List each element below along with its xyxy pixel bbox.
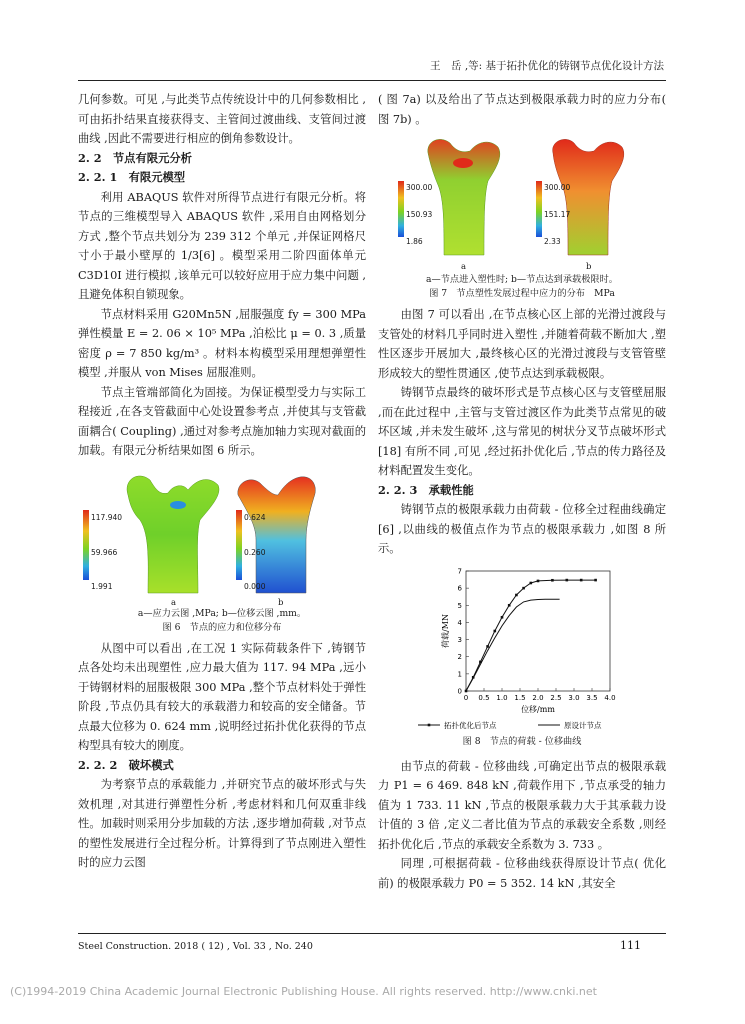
paragraph: 从图中可以看出 ,在工况 1 实际荷载条件下 ,铸钢节点各处均未出现塑性 ,应力最大值为 117. 94 MPa ,远小于铸钢材料的屈服极限 300 MPa ,整个节点材料处于弹性阶段 ,节点仍具有较大的承载潜力和较高的安全储备。节点最大位移为 0. 624 mm ,说明经过拓扑优化获得的节点构型具有较大的刚度。 xyxy=(78,641,366,752)
y-tick-label: 1 xyxy=(457,669,462,678)
subsection-heading: 2. 2. 1 有限元模型 xyxy=(78,170,186,184)
legend-value: 0.624 xyxy=(244,512,266,522)
node-model-a xyxy=(127,475,219,592)
paragraph: 为考察节点的承载能力 ,并研究节点的破坏形式与失效机理 ,对其进行弹塑性分析 ,考虑材料和几何双重非线性。加载时则采用分步加载的方法 ,逐步增加荷载 ,对节点的塑性发展进行全过程分析。计算得到了节点刚进入塑性时的应力云图 xyxy=(78,778,366,869)
data-point xyxy=(515,593,518,596)
legend-value: 300.00 xyxy=(406,183,433,192)
figure-7 xyxy=(378,133,666,299)
data-point xyxy=(501,615,504,618)
data-point xyxy=(537,579,540,582)
subfigure-label: b xyxy=(586,262,592,272)
running-header: 王 岳 ,等: 基于拓扑优化的铸钢节点优化设计方法 xyxy=(430,60,665,72)
x-tick-label: 0.5 xyxy=(478,693,490,702)
figure-caption: 图 8 节点的荷载 - 位移曲线 xyxy=(462,735,582,747)
y-tick-label: 2 xyxy=(457,652,462,661)
paragraph: 同理 ,可根据荷载 - 位移曲线获得原设计节点( 优化前) 的极限承载力 P0 = 5 352. 14 kN ,其安全 xyxy=(378,857,666,890)
data-point xyxy=(486,645,489,648)
x-tick-label: 2.5 xyxy=(550,693,562,702)
paragraph: 由图 7 可以看出 ,在节点核心区上部的光滑过渡段与支管处的材料几乎同时进入塑性 ,并随着荷载不断加大 ,塑性区逐步开展加大 ,最终核心区的光滑过渡段与支管管壁形成较大的塑性贯通区 ,使节点达到承载极限。 xyxy=(378,308,666,380)
x-tick-label: 3.0 xyxy=(568,693,580,702)
paragraph: 节点主管端部简化为固接。为保证模型受力与实际工程接近 ,在各支管截面中心处设置参考点 ,并使其与支管截面耦合( Coupling) ,通过对参考点施加轴力实现对截面的加载。有限元分析结果如图 6 所示。 xyxy=(78,385,366,457)
subfigure-label: b xyxy=(278,597,284,608)
legend-value: 0.260 xyxy=(244,547,266,557)
y-tick-label: 3 xyxy=(457,635,462,644)
figure-6-graphic xyxy=(78,465,366,603)
data-point xyxy=(566,578,569,581)
subfigure-label: a xyxy=(171,597,177,608)
footer-rule xyxy=(78,933,666,934)
figure-subcaption: a—应力云图 ,MPa; b—位移云图 ,mm。 xyxy=(137,607,307,619)
paragraph: 几何参数。可见 ,与此类节点传统设计中的几何参数相比 ,可由拓扑结果直接获得支、主管间过渡曲线、支管间过渡曲线 ,因此不需要进行相应的倒角参数设计。 xyxy=(78,93,366,145)
data-point xyxy=(522,586,525,589)
x-tick-label: 4.0 xyxy=(604,693,616,702)
legend-scale-b xyxy=(236,510,242,580)
data-point xyxy=(580,578,583,581)
legend-scale-a xyxy=(83,510,89,580)
paragraph: 由节点的荷载 - 位移曲线 ,可确定出节点的极限承载力 P1 = 6 469. 848 kN ,荷载作用下 ,节点承受的轴力值为 1 733. 11 kN ,节点的极限承载力大于其承载力设计值的 3 倍 ,定义二者比值为节点的承载安全系数 ,则经拓扑优化后 ,节点的承载安全系数为 3. 733 。 xyxy=(378,759,666,851)
node-model-a xyxy=(428,139,500,255)
plot-frame xyxy=(466,571,610,691)
load-displacement-chart xyxy=(378,563,666,733)
x-tick-label: 2.0 xyxy=(532,693,544,702)
figure-subcaption: a—节点进入塑性时; b—节点达到承载极限时。 xyxy=(426,274,618,285)
data-point xyxy=(551,578,554,581)
y-tick-label: 0 xyxy=(457,687,462,695)
x-tick-label: 1.5 xyxy=(514,693,526,702)
legend-label-1: 拓扑优化后节点 xyxy=(444,720,497,730)
legend-value: 0.000 xyxy=(244,581,266,591)
legend-value: 1.991 xyxy=(91,581,113,591)
paragraph: ( 图 7a) 以及给出了节点达到极限承载力时的应力分布( 图 7b) 。 xyxy=(378,93,666,126)
paragraph: 铸钢节点最终的破坏形式是节点核心区与支管壁屈服 ,而在此过程中 ,主管与支管过渡区作为此类节点常见的破坏区域 ,并未发生破坏 ,这与常见的树状分叉节点破坏形式[18] 有所不同 ,可见 ,经过拓扑优化后 ,节点的传力路径及材料配置发生变化。 xyxy=(378,386,666,477)
paragraph: 节点材料采用 G20Mn5N ,屈服强度 fy = 300 MPa 弹性模量 E = 2. 06 × 10⁵ MPa ,泊松比 μ = 0. 3 ,质量密度 ρ = 7 850 kg/m³ 。材料本构模型采用理想弹塑性模型 ,并服从 von Mises 屈服准则。 xyxy=(78,307,366,379)
legend-value: 2.33 xyxy=(544,237,561,246)
y-tick-label: 4 xyxy=(457,618,462,627)
data-point xyxy=(494,629,497,632)
paragraph: 铸钢节点的极限承载力由荷载 - 位移全过程曲线确定[6] ,以曲线的极值点作为节点的极限承载力 ,如图 8 所示。 xyxy=(378,503,666,555)
hotspot xyxy=(170,501,186,509)
figure-caption: 图 7 节点塑性发展过程中应力的分布 MPa xyxy=(429,288,615,299)
figure-6 xyxy=(78,465,366,633)
x-tick-label: 1.0 xyxy=(496,693,508,702)
y-tick-label: 7 xyxy=(457,567,462,575)
y-tick-label: 6 xyxy=(457,584,462,593)
legend-scale-b xyxy=(536,181,542,237)
section-heading: 2. 2 节点有限元分析 xyxy=(78,150,192,165)
x-axis-label: 位移/mm xyxy=(521,704,555,714)
legend-value: 300.00 xyxy=(544,183,571,192)
legend-value: 117.940 xyxy=(91,512,123,522)
legend-scale-a xyxy=(398,181,404,237)
subsection-heading: 2. 2. 3 承载性能 xyxy=(378,482,474,497)
series-line-1 xyxy=(466,580,596,691)
data-point xyxy=(594,578,597,581)
figure-8 xyxy=(378,563,666,751)
legend-value: 1.86 xyxy=(406,237,423,246)
figure-caption: 图 6 节点的应力和位移分布 xyxy=(162,621,282,633)
node-model-b xyxy=(238,476,316,592)
subsection-heading: 2. 2. 2 破坏模式 xyxy=(78,757,174,772)
data-point xyxy=(530,581,533,584)
legend-marker-1 xyxy=(428,723,431,726)
page-number: 111 xyxy=(620,939,641,952)
legend-value: 150.93 xyxy=(406,210,433,219)
x-tick-label: 0 xyxy=(463,693,469,702)
data-point xyxy=(508,603,511,606)
journal-info: Steel Construction. 2018 ( 12) , Vol. 33 , No. 240 xyxy=(78,941,313,952)
paragraph: 利用 ABAQUS 软件对所得节点进行有限元分析。将节点的三维模型导入 ABAQUS 软件 ,采用自由网格划分方式 ,整个节点共划分为 239 312 个单元 ,并保证网格尺寸小于最小壁厚的 1/3[6] 。模型采用二阶四面体单元 C3D10I 进行模拟 ,该单元可以较好应用于应力集中问题 ,且避免体积自锁现象。 xyxy=(78,190,366,301)
copyright-watermark: (C)1994-2019 China Academic Journal Electronic Publishing House. All rights reserved. http://www.cnki.net xyxy=(10,985,597,998)
x-tick-label: 3.5 xyxy=(586,693,598,702)
subfigure-label: a xyxy=(461,262,467,272)
y-axis-label: 荷载/MN xyxy=(441,613,450,648)
legend-label-2: 原设计节点 xyxy=(564,720,602,730)
hotspot xyxy=(453,158,473,168)
legend-value: 59.966 xyxy=(91,547,118,557)
series-line-2 xyxy=(466,599,560,691)
right-column xyxy=(378,90,666,893)
legend-value: 151.17 xyxy=(544,210,571,219)
y-tick-label: 5 xyxy=(457,601,462,610)
left-column xyxy=(78,90,366,873)
header-rule xyxy=(78,80,666,81)
